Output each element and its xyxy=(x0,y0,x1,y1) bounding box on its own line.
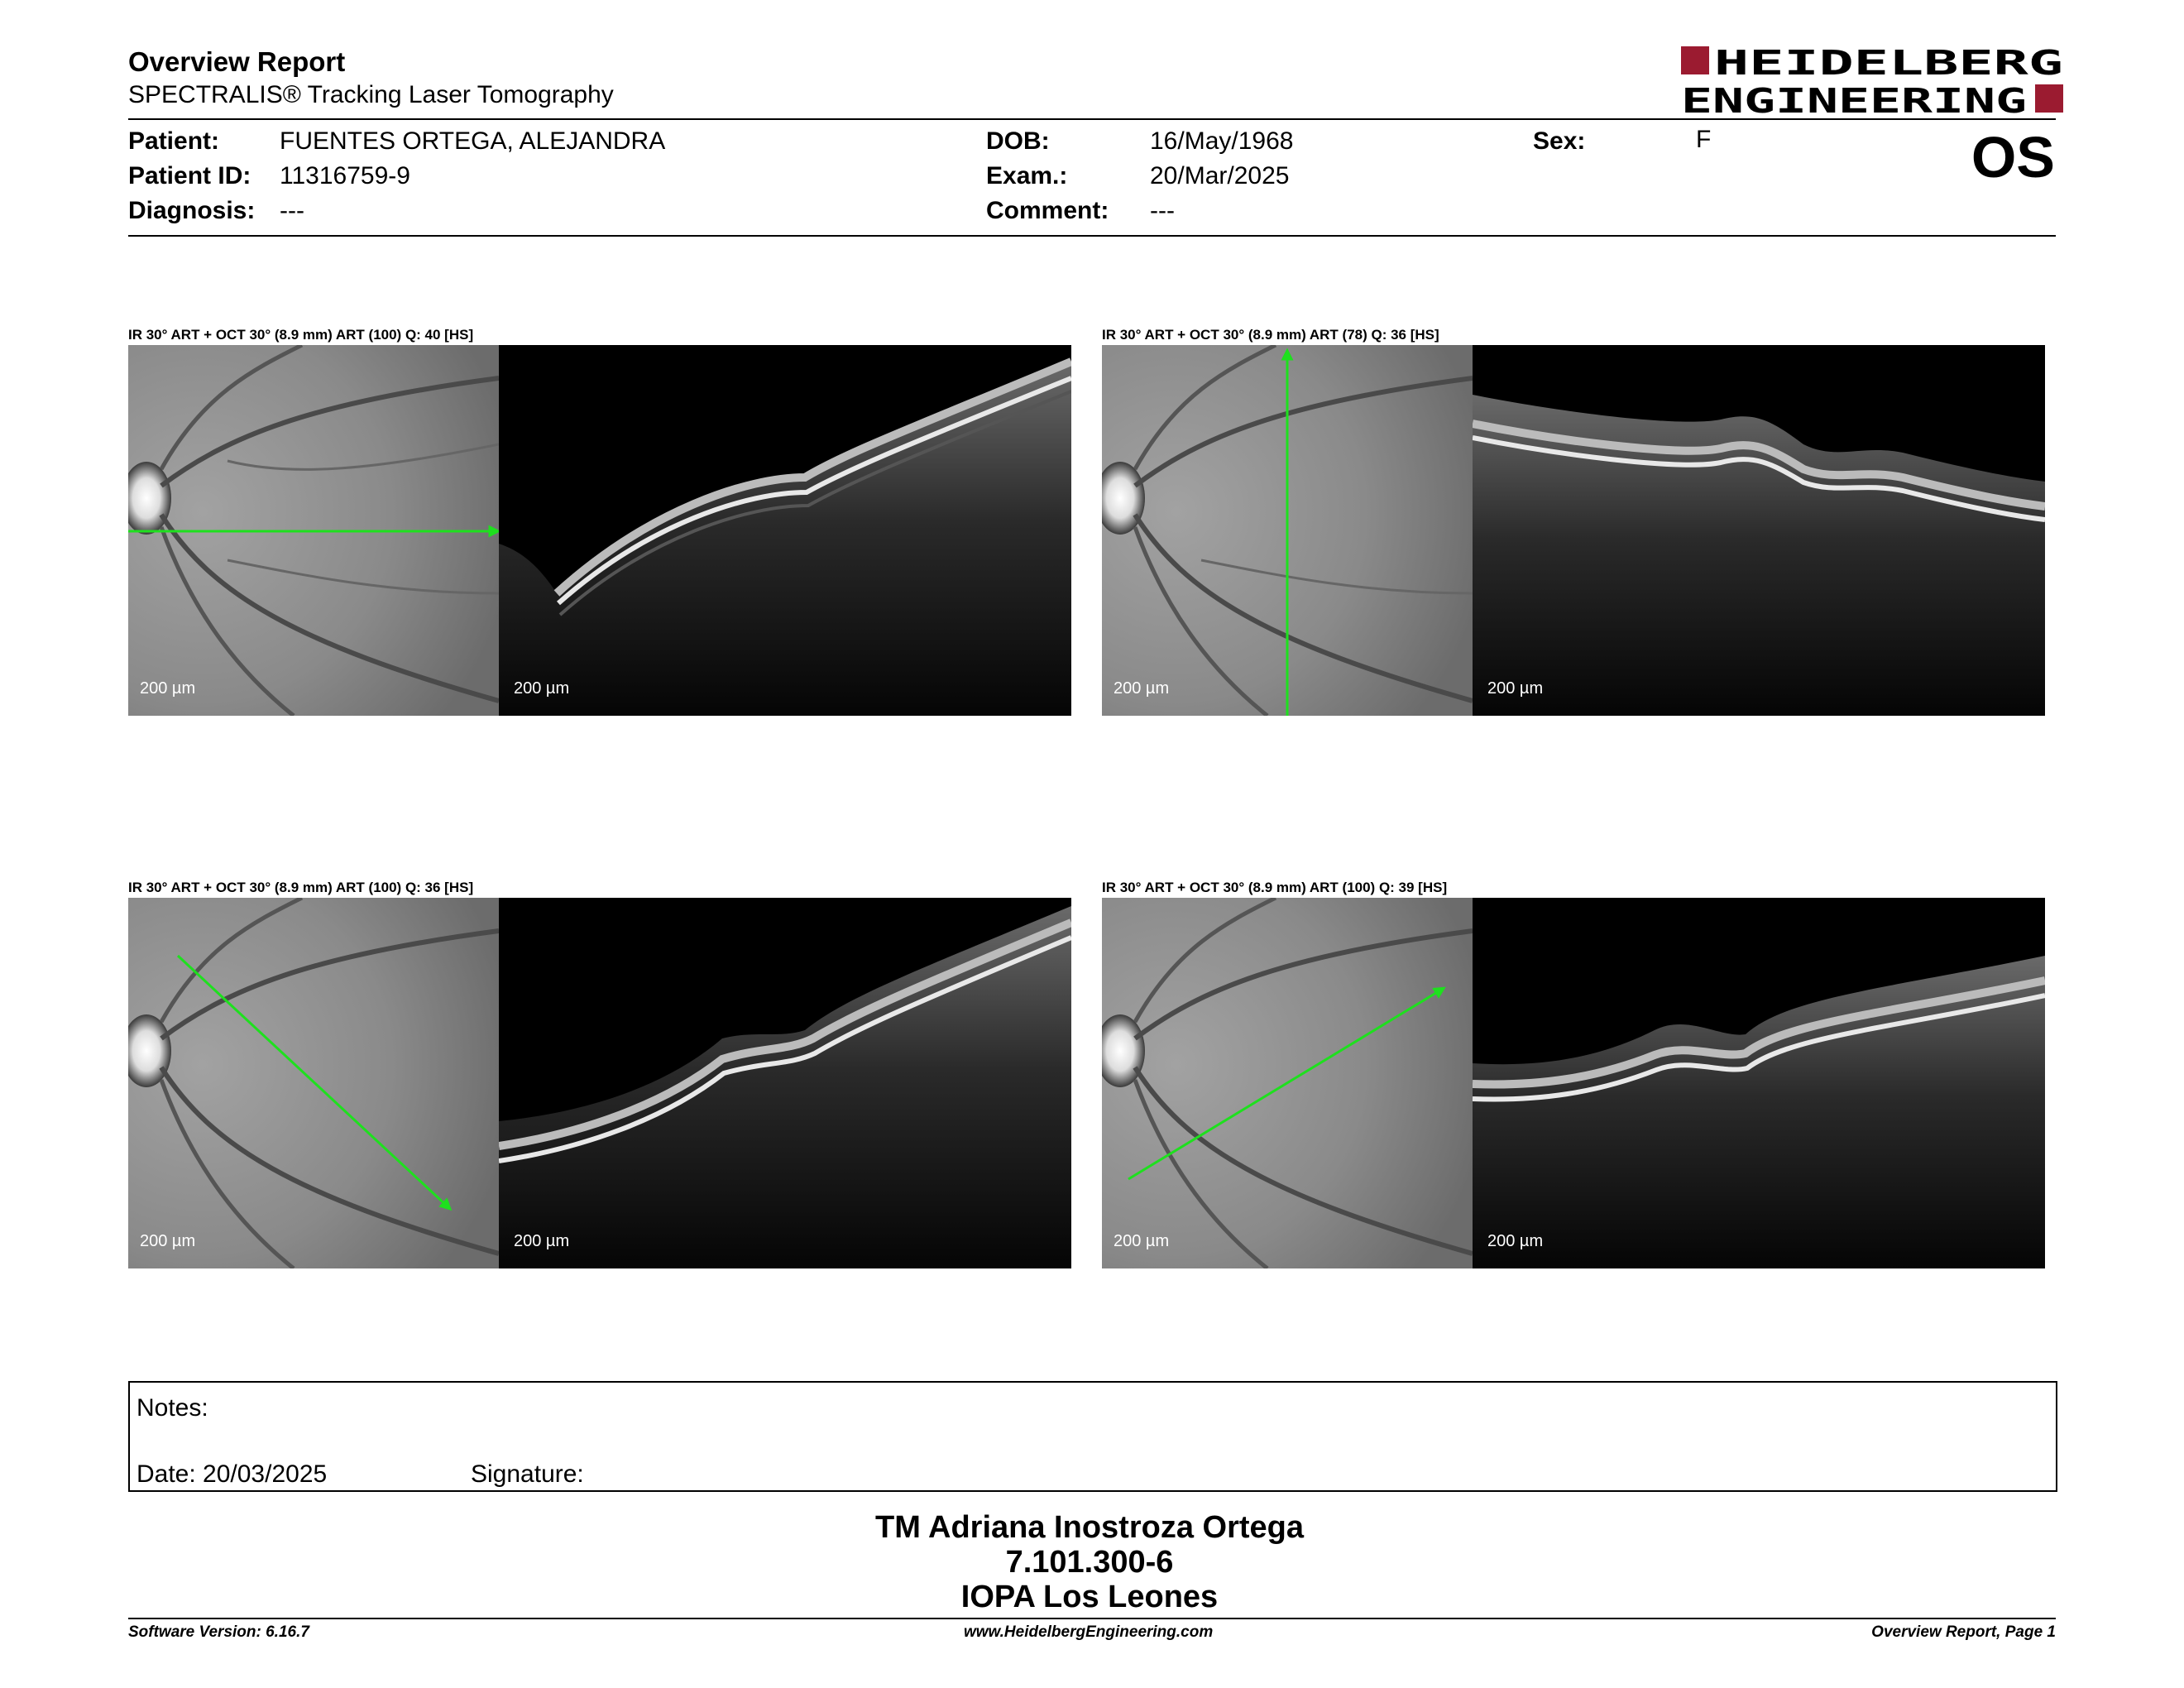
scan-caption-2: IR 30° ART + OCT 30° (8.9 mm) ART (78) Q: 36 [HS] xyxy=(1102,327,1439,343)
software-version: Software Version: 6.16.7 xyxy=(128,1623,309,1641)
report-title: Overview Report xyxy=(128,46,346,77)
dob-value: 16/May/1968 xyxy=(1150,127,1294,155)
signatory-name: TM Adriana Inostroza Ortega xyxy=(875,1510,1304,1545)
diagnosis-label: Diagnosis: xyxy=(128,197,256,224)
fundus-scale-3: 200 µm xyxy=(140,1232,196,1250)
fundus-scale-2: 200 µm xyxy=(1114,679,1170,698)
footer-rule xyxy=(128,1618,2056,1619)
bscan-scale-2: 200 µm xyxy=(1487,679,1544,698)
comment-value: --- xyxy=(1150,197,1175,224)
fundus-scale-4: 200 µm xyxy=(1114,1232,1170,1250)
signature-label: Signature: xyxy=(471,1460,584,1488)
scan-panel-1 xyxy=(128,345,1071,716)
bscan-scale-4: 200 µm xyxy=(1487,1232,1544,1250)
fundus-scale-1: 200 µm xyxy=(140,679,196,698)
fundus-image-1 xyxy=(128,345,499,716)
notes-box xyxy=(128,1381,2057,1492)
diagnosis-value: --- xyxy=(280,197,304,224)
report-subtitle: SPECTRALIS® Tracking Laser Tomography xyxy=(128,81,614,108)
fundus-image-3 xyxy=(128,898,499,1268)
scan-panel-4 xyxy=(1102,898,2045,1268)
scan-caption-3: IR 30° ART + OCT 30° (8.9 mm) ART (100) Q: 36 [HS] xyxy=(128,880,474,895)
bscan-scale-3: 200 µm xyxy=(514,1232,570,1250)
heidelberg-logo xyxy=(1681,45,2066,116)
notes-date: Date: 20/03/2025 xyxy=(136,1460,328,1488)
patient-rule xyxy=(128,235,2056,237)
scan-caption-1: IR 30° ART + OCT 30° (8.9 mm) ART (100) Q: 40 [HS] xyxy=(128,327,474,343)
oct-bscan-3 xyxy=(499,898,1071,1268)
exam-value: 20/Mar/2025 xyxy=(1150,162,1290,189)
website-link[interactable]: www.HeidelbergEngineering.com xyxy=(964,1623,1214,1641)
logo-line2: ENGINEERING xyxy=(1681,81,2027,116)
logo-square-top xyxy=(1681,46,1709,74)
patient-id-label: Patient ID: xyxy=(128,162,251,189)
fundus-image-4 xyxy=(1102,898,1473,1268)
sex-value: F xyxy=(1696,126,1712,153)
scan-panel-3 xyxy=(128,898,1071,1268)
notes-label: Notes: xyxy=(136,1394,208,1422)
bscan-scale-1: 200 µm xyxy=(514,679,570,698)
signatory-place: IOPA Los Leones xyxy=(960,1580,1219,1614)
logo-line1: HEIDELBERG xyxy=(1714,45,2063,83)
dob-label: DOB: xyxy=(986,127,1050,155)
comment-label: Comment: xyxy=(986,197,1109,224)
patient-id: 11316759-9 xyxy=(280,162,410,189)
signatory-id: 7.101.300-6 xyxy=(1005,1545,1174,1580)
header-rule xyxy=(128,118,2056,120)
fundus-image-2 xyxy=(1102,345,1473,716)
eye-laterality: OS xyxy=(1971,125,2055,189)
exam-label: Exam.: xyxy=(986,162,1068,189)
oct-bscan-1 xyxy=(499,345,1071,716)
scan-panel-2 xyxy=(1102,345,2045,716)
oct-bscan-2 xyxy=(1473,345,2045,716)
patient-label: Patient: xyxy=(128,127,220,155)
page-number: Overview Report, Page 1 xyxy=(1871,1623,2056,1641)
sex-label: Sex: xyxy=(1533,127,1586,155)
scan-caption-4: IR 30° ART + OCT 30° (8.9 mm) ART (100) Q: 39 [HS] xyxy=(1102,880,1448,895)
patient-name: FUENTES ORTEGA, ALEJANDRA xyxy=(280,127,666,155)
oct-bscan-4 xyxy=(1473,898,2045,1268)
logo-square-bottom xyxy=(2035,84,2063,113)
